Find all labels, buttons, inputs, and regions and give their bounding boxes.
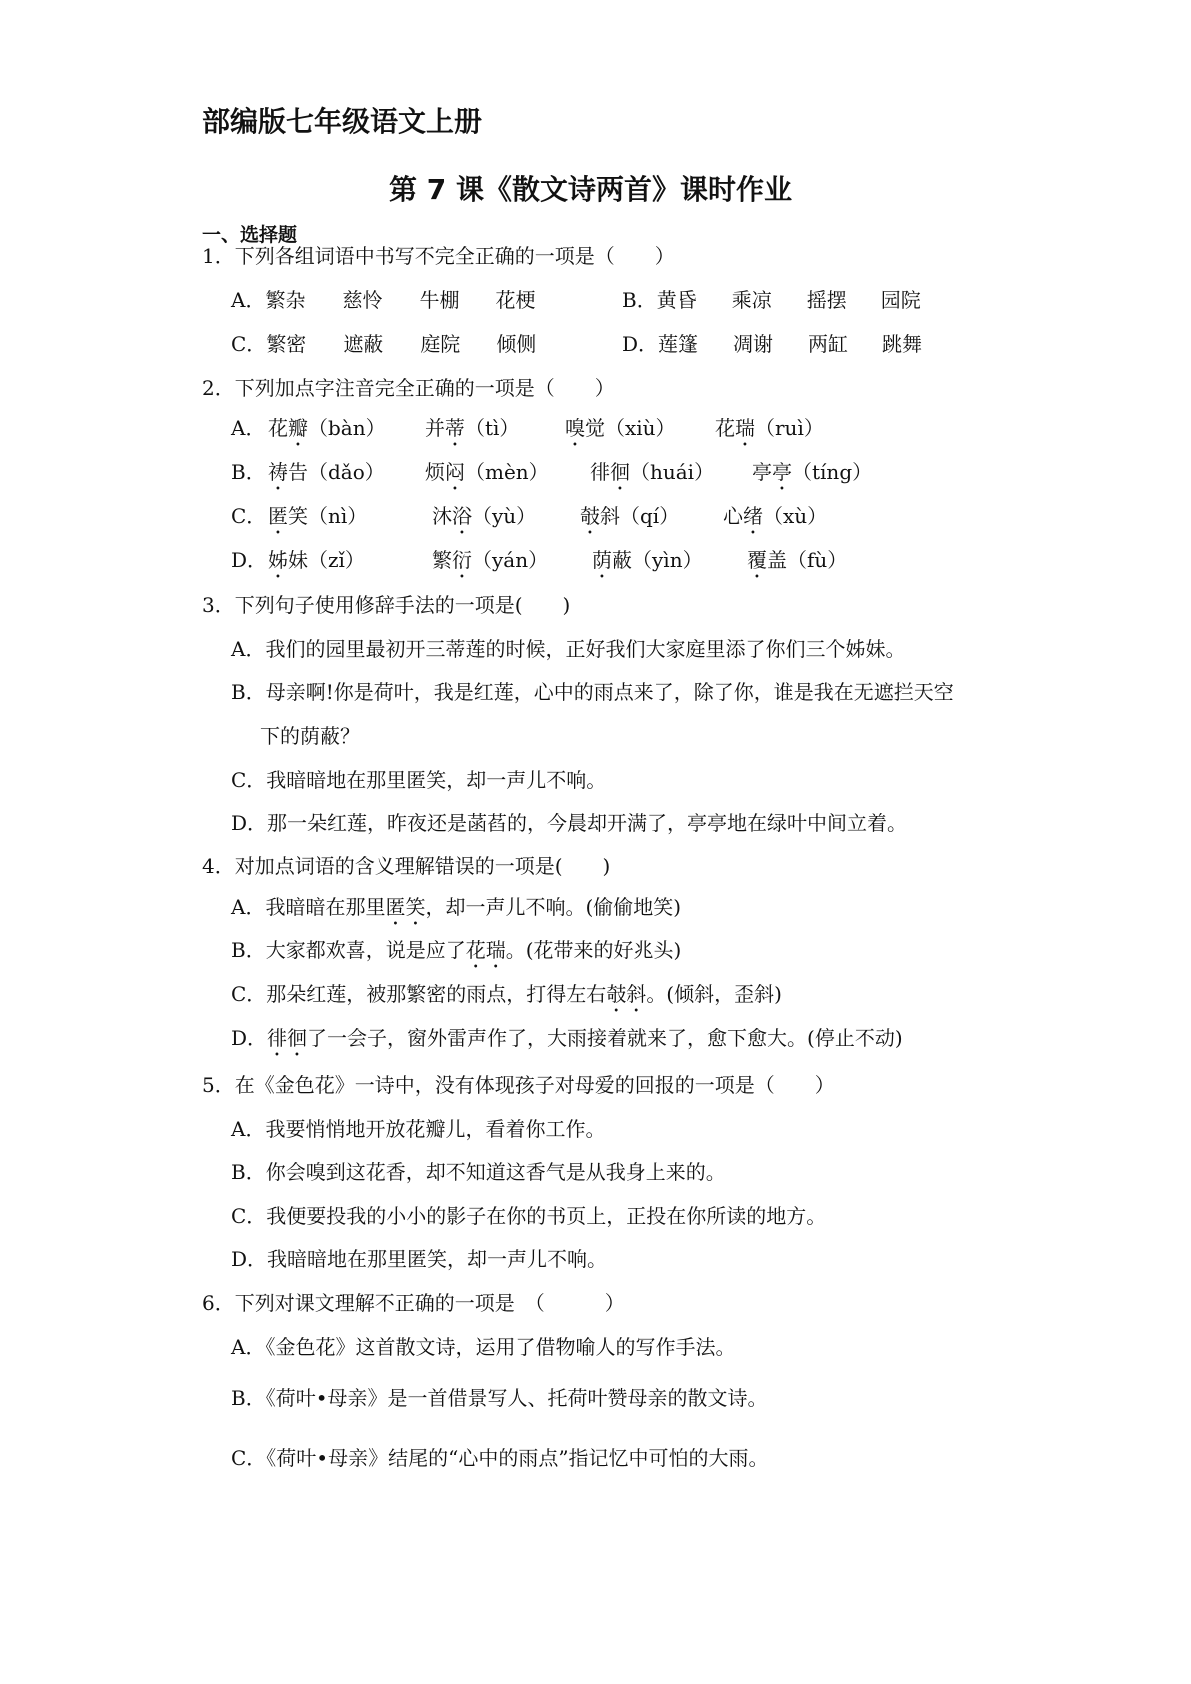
q4-option-a: A．我暗暗在那里匿笑，却一声儿不响。(偷偷地笑) <box>231 895 682 919</box>
option-label: B． <box>622 288 657 312</box>
question-4-stem: 4．对加点词语的含义理解错误的一项是( ) <box>202 854 611 878</box>
option-word: 凋谢 <box>733 332 774 356</box>
q1-option-d <box>622 328 922 357</box>
q2-option-d <box>231 544 847 583</box>
q4-option-d: D．徘徊了一会子，窗外雷声作了，大雨接着就来了，愈下愈大。(停止不动) <box>231 1026 903 1050</box>
pinyin-item: 荫蔽（yìn） <box>592 548 703 572</box>
question-2-stem: 2．下列加点字注音完全正确的一项是（ ） <box>202 376 615 400</box>
option-word: 跳舞 <box>882 332 923 356</box>
q6-option-a: A．《金色花》这首散文诗，运用了借物喻人的写作手法。 <box>231 1335 736 1359</box>
option-word: 繁密 <box>266 332 307 356</box>
q3-option-b-cont: 下的荫蔽？ <box>260 724 360 748</box>
q3-option-d: D．那一朵红莲，昨夜还是菡萏的，今晨却开满了，亭亭地在绿叶中间立着。 <box>231 811 908 835</box>
option-word: 庭院 <box>420 332 461 356</box>
pinyin-item: 花瓣（bàn） <box>268 416 386 440</box>
option-word: 莲篷 <box>658 332 699 356</box>
q6-option-c: C．《荷叶•母亲》结尾的“心中的雨点”指记忆中可怕的大雨。 <box>231 1446 769 1470</box>
document-title: 部编版七年级语文上册 <box>202 105 483 138</box>
pinyin-item: 亭亭（tíng） <box>752 460 873 484</box>
question-6-stem: 6．下列对课文理解不正确的一项是 （ ） <box>202 1291 625 1315</box>
q2-option-c <box>231 500 827 539</box>
q3-option-b: B．母亲啊!你是荷叶，我是红莲，心中的雨点来了，除了你，谁是我在无遮拦天空 <box>231 680 954 704</box>
option-word: 花梗 <box>495 288 536 312</box>
q2-option-b <box>231 456 872 495</box>
pinyin-item: 烦闷（mèn） <box>425 460 549 484</box>
q6-option-b: B．《荷叶•母亲》是一首借景写人、托荷叶赞母亲的散文诗。 <box>231 1386 768 1410</box>
option-word: 乘凉 <box>731 288 772 312</box>
option-word: 黄昏 <box>656 288 697 312</box>
pinyin-item: 祷告（dǎo） <box>268 460 385 484</box>
option-label: D． <box>231 548 268 572</box>
option-word: 慈怜 <box>342 288 383 312</box>
pinyin-item: 沐浴（yù） <box>432 504 537 528</box>
pinyin-item: 心绪（xù） <box>723 504 828 528</box>
q2-option-a <box>231 412 824 451</box>
q3-option-a: A．我们的园里最初开三蒂莲的时候，正好我们大家庭里添了你们三个姊妹。 <box>231 637 906 661</box>
lesson-title: 第 7 课《散文诗两首》课时作业 <box>389 173 792 206</box>
pinyin-item: 姊妹（zǐ） <box>268 548 365 572</box>
q4-option-c: C．那朵红莲，被那繁密的雨点，打得左右攲斜。(倾斜，歪斜) <box>231 982 782 1006</box>
option-word: 两缸 <box>808 332 849 356</box>
question-1-stem: 1．下列各组词语中书写不完全正确的一项是（ ） <box>202 244 675 268</box>
pinyin-item: 徘徊（huái） <box>590 460 715 484</box>
question-5-stem: 5．在《金色花》一诗中，没有体现孩子对母爱的回报的一项是（ ） <box>202 1073 835 1097</box>
pinyin-item: 并蒂（tì） <box>425 416 520 440</box>
q1-option-c <box>231 328 536 357</box>
option-word: 遮蔽 <box>343 332 384 356</box>
pinyin-item: 攲斜（qí） <box>580 504 680 528</box>
q5-option-b: B．你会嗅到这花香，却不知道这香气是从我身上来的。 <box>231 1160 726 1184</box>
option-label: D． <box>622 332 659 356</box>
q1-option-b <box>622 284 921 313</box>
option-word: 繁杂 <box>265 288 306 312</box>
q4-option-b: B．大家都欢喜，说是应了花瑞。(花带来的好兆头) <box>231 938 682 962</box>
q3-option-c: C．我暗暗地在那里匿笑，却一声儿不响。 <box>231 768 607 792</box>
section-heading: 一、选择题 <box>202 224 298 246</box>
question-3-stem: 3．下列句子使用修辞手法的一项是( ) <box>202 593 571 617</box>
q5-option-d: D．我暗暗地在那里匿笑，却一声儿不响。 <box>231 1247 608 1271</box>
option-label: C． <box>231 504 267 528</box>
pinyin-item: 覆盖（fù） <box>747 548 848 572</box>
option-word: 园院 <box>880 288 921 312</box>
q5-option-c: C．我便要投我的小小的影子在你的书页上，正投在你所读的地方。 <box>231 1204 827 1228</box>
pinyin-item: 嗅觉（xiù） <box>565 416 676 440</box>
pinyin-item: 繁衍（yán） <box>432 548 549 572</box>
option-label: C． <box>231 332 267 356</box>
pinyin-item: 匿笑（nì） <box>268 504 368 528</box>
pinyin-item: 花瑞（ruì） <box>715 416 824 440</box>
option-label: A． <box>231 288 266 312</box>
option-word: 牛棚 <box>419 288 460 312</box>
option-label: B． <box>231 460 266 484</box>
q1-option-a <box>231 284 535 313</box>
option-word: 倾侧 <box>496 332 537 356</box>
option-label: A． <box>231 416 266 440</box>
q5-option-a: A．我要悄悄地开放花瓣儿，看着你工作。 <box>231 1117 606 1141</box>
option-word: 摇摆 <box>806 288 847 312</box>
